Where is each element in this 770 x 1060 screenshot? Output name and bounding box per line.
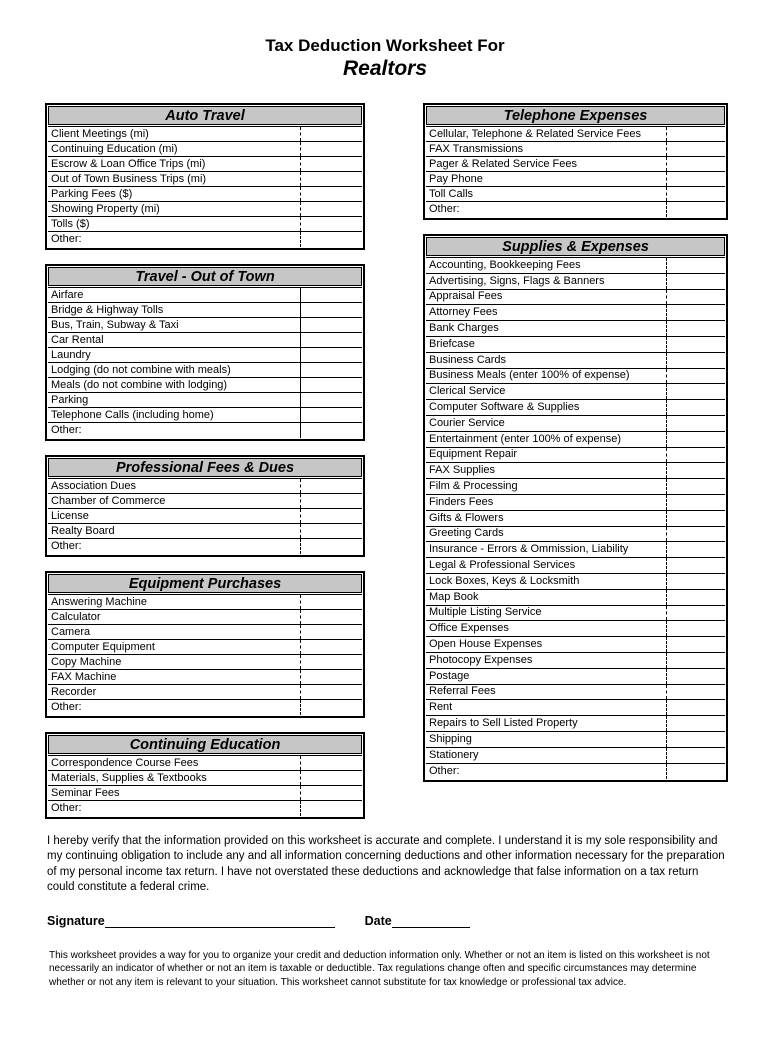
amount-field[interactable]: [300, 127, 362, 141]
table-row: [426, 416, 725, 432]
table-row: [426, 172, 725, 187]
table-row: [426, 142, 725, 157]
expense-item-label: Shipping: [429, 732, 472, 745]
table-row: [48, 610, 362, 625]
table-row: [48, 670, 362, 685]
table-row: [48, 756, 362, 771]
table-row: [426, 369, 725, 385]
amount-field[interactable]: [666, 716, 725, 731]
amount-field[interactable]: [666, 463, 725, 478]
table-row: [426, 157, 725, 172]
expense-item-label: Other:: [51, 424, 82, 436]
expense-item-label: Bus, Train, Subway & Taxi: [51, 318, 179, 331]
amount-field[interactable]: [666, 700, 725, 715]
amount-field[interactable]: [666, 685, 725, 700]
table-row: [426, 764, 725, 780]
amount-field[interactable]: [666, 669, 725, 684]
amount-field[interactable]: [300, 479, 362, 493]
amount-field[interactable]: [300, 378, 362, 392]
expense-item-label: Advertising, Signs, Flags & Banners: [429, 274, 605, 287]
amount-field[interactable]: [666, 142, 725, 156]
table-row: [48, 288, 362, 303]
table-row: [48, 700, 362, 715]
page-subtitle: Realtors: [342, 57, 428, 80]
amount-field[interactable]: [300, 232, 362, 247]
expense-item-label: Computer Software & Supplies: [429, 401, 580, 414]
expense-item-label: Meals (do not combine with lodging): [51, 378, 228, 391]
table-row: [48, 393, 362, 408]
amount-field[interactable]: [666, 574, 725, 589]
expense-item-label: Attorney Fees: [429, 306, 498, 319]
amount-field[interactable]: [300, 801, 362, 816]
expense-item-label: FAX Machine: [51, 670, 117, 683]
expense-item-label: Repairs to Sell Listed Property: [429, 717, 578, 729]
table-row: [426, 590, 725, 606]
table-auto-travel: [45, 103, 365, 250]
amount-field[interactable]: [666, 621, 725, 636]
expense-item-label: Seminar Fees: [51, 786, 120, 799]
table-row: [48, 157, 362, 172]
amount-field[interactable]: [300, 187, 362, 201]
amount-field[interactable]: [300, 494, 362, 508]
amount-field[interactable]: [300, 771, 362, 785]
amount-field[interactable]: [300, 423, 362, 438]
table-row: [426, 187, 725, 202]
expense-item-label: Stationery: [429, 748, 479, 761]
table-row: [426, 653, 725, 669]
amount-field[interactable]: [666, 764, 725, 780]
expense-item-label: Other:: [429, 203, 460, 215]
expense-item-label: Parking Fees ($): [51, 187, 133, 200]
date-line[interactable]: [392, 915, 470, 928]
amount-field[interactable]: [300, 363, 362, 377]
worksheet-columns: [45, 103, 728, 819]
expense-item-label: Other:: [51, 540, 82, 552]
table-row: [426, 400, 725, 416]
table-title: Professional Fees & Dues: [48, 458, 362, 477]
amount-field[interactable]: [300, 655, 362, 669]
expense-item-label: Materials, Supplies & Textbooks: [51, 771, 207, 784]
amount-field[interactable]: [666, 384, 725, 399]
table-row: [48, 771, 362, 786]
expense-item-label: Chamber of Commerce: [51, 494, 166, 507]
amount-field[interactable]: [666, 369, 725, 384]
amount-field[interactable]: [666, 558, 725, 573]
expense-item-label: Finders Fees: [429, 495, 494, 508]
amount-field[interactable]: [300, 408, 362, 422]
table-row: [48, 378, 362, 393]
amount-field[interactable]: [300, 303, 362, 317]
expense-item-label: Toll Calls: [429, 187, 474, 200]
table-row: [48, 801, 362, 816]
amount-field[interactable]: [300, 539, 362, 554]
table-equipment-purchases: [45, 571, 365, 718]
expense-item-label: Car Rental: [51, 333, 104, 346]
table-row: [426, 432, 725, 448]
expense-item-label: Courier Service: [429, 416, 505, 429]
amount-field[interactable]: [300, 509, 362, 523]
amount-field[interactable]: [300, 348, 362, 362]
table-row: [426, 337, 725, 353]
amount-field[interactable]: [300, 333, 362, 347]
amount-field[interactable]: [666, 321, 725, 336]
table-rows: [48, 594, 362, 715]
amount-field[interactable]: [300, 157, 362, 171]
expense-item-label: Gifts & Flowers: [429, 511, 504, 524]
amount-field[interactable]: [666, 202, 725, 217]
expense-item-label: Entertainment (enter 100% of expense): [429, 432, 622, 445]
amount-field[interactable]: [666, 172, 725, 186]
table-row: [48, 172, 362, 187]
amount-field[interactable]: [300, 142, 362, 156]
expense-item-label: Postage: [429, 669, 470, 682]
expense-item-label: Insurance - Errors & Ommission, Liability: [429, 543, 629, 556]
table-row: [426, 305, 725, 321]
disclaimer-text: This worksheet provides a way for you to organize your credit and deduction information only. Whether or not an item is listed on this worksheet is not necessarily an indicator of whether or not an item is taxable or deductible. Tax regulations change often and specific circumstances may determine whether or not any item is relevant to your situation. This worksheet cannot substitute for tax knowledge or professional tax advice.: [49, 949, 710, 988]
table-row: [426, 258, 725, 274]
table-row: [48, 479, 362, 494]
table-row: [48, 303, 362, 318]
expense-item-label: Office Expenses: [429, 622, 509, 635]
amount-field[interactable]: [666, 258, 725, 273]
table-row: [426, 527, 725, 543]
expense-item-label: Copy Machine: [51, 655, 122, 668]
table-row: [48, 217, 362, 232]
expense-item-label: Photocopy Expenses: [429, 653, 533, 666]
table-row: [48, 509, 362, 524]
amount-field[interactable]: [666, 527, 725, 542]
table-row: [426, 621, 725, 637]
expense-item-label: Other:: [51, 701, 82, 713]
table-telephone-expenses: [423, 103, 728, 220]
amount-field[interactable]: [666, 127, 725, 141]
expense-item-label: Correspondence Course Fees: [51, 756, 199, 769]
table-row: [426, 637, 725, 653]
expense-item-label: Computer Equipment: [51, 640, 155, 653]
table-row: [426, 669, 725, 685]
amount-field[interactable]: [300, 700, 362, 715]
table-row: [48, 187, 362, 202]
table-row: [48, 494, 362, 509]
table-row: [426, 495, 725, 511]
table-row: [48, 318, 362, 333]
table-row: [48, 595, 362, 610]
amount-field[interactable]: [300, 685, 362, 699]
table-row: [426, 606, 725, 622]
amount-field[interactable]: [300, 640, 362, 654]
expense-item-label: Accounting, Bookkeeping Fees: [429, 258, 581, 271]
table-row: [48, 408, 362, 423]
table-row: [426, 700, 725, 716]
amount-field[interactable]: [666, 400, 725, 415]
expense-item-label: Realty Board: [51, 524, 115, 537]
signature-label: Signature: [47, 913, 105, 928]
table-professional-fees-dues: [45, 455, 365, 557]
amount-field[interactable]: [666, 353, 725, 368]
expense-item-label: Rent: [429, 701, 453, 714]
table-rows: [426, 257, 725, 779]
amount-field[interactable]: [300, 756, 362, 770]
signature-row: [47, 912, 770, 928]
expense-item-label: Briefcase: [429, 337, 475, 350]
amount-field[interactable]: [666, 732, 725, 747]
table-title: Equipment Purchases: [48, 574, 362, 593]
table-row: [48, 655, 362, 670]
expense-item-label: Pay Phone: [429, 172, 483, 185]
amount-field[interactable]: [666, 305, 725, 320]
expense-item-label: Other:: [429, 764, 460, 777]
table-row: [426, 732, 725, 748]
expense-item-label: Other:: [51, 233, 82, 245]
expense-item-label: Answering Machine: [51, 595, 147, 608]
table-row: [48, 202, 362, 217]
amount-field[interactable]: [666, 542, 725, 557]
table-row: [426, 574, 725, 590]
table-title: Continuing Education: [48, 735, 362, 754]
amount-field[interactable]: [666, 653, 725, 668]
table-row: [426, 479, 725, 495]
left-column: [45, 103, 365, 819]
table-row: [48, 539, 362, 554]
amount-field[interactable]: [300, 625, 362, 639]
table-row: [48, 142, 362, 157]
amount-field[interactable]: [666, 448, 725, 463]
amount-field[interactable]: [300, 595, 362, 609]
table-row: [426, 202, 725, 217]
expense-item-label: Airfare: [51, 288, 84, 301]
amount-field[interactable]: [300, 786, 362, 800]
table-rows: [426, 126, 725, 217]
expense-item-label: Calculator: [51, 610, 101, 623]
amount-field[interactable]: [666, 187, 725, 201]
expense-item-label: Showing Property (mi): [51, 202, 160, 215]
expense-item-label: Open House Expenses: [429, 638, 543, 651]
amount-field[interactable]: [666, 511, 725, 526]
table-rows: [48, 287, 362, 438]
expense-item-label: Tolls ($): [51, 217, 90, 230]
amount-field[interactable]: [666, 590, 725, 605]
table-rows: [48, 755, 362, 816]
table-row: [48, 423, 362, 438]
amount-field[interactable]: [300, 318, 362, 332]
expense-item-label: License: [51, 509, 89, 522]
table-row: [48, 786, 362, 801]
amount-field[interactable]: [666, 748, 725, 763]
amount-field[interactable]: [666, 606, 725, 621]
verification-statement: I hereby verify that the information provided on this worksheet is accurate and complete. I understand it is my sole responsibility and my continuing obligation to include any and all information concerning deductions and other information necessary for the preparation of my personal income tax return. I have not overstated these deductions and acknowledge that false information on a tax return could constitute a federal crime.: [47, 835, 725, 894]
table-title: Supplies & Expenses: [426, 237, 725, 256]
table-row: [48, 524, 362, 539]
expense-item-label: Camera: [51, 625, 91, 638]
amount-field[interactable]: [666, 495, 725, 510]
table-title: Auto Travel: [48, 106, 362, 125]
table-row: [426, 558, 725, 574]
expense-item-label: Pager & Related Service Fees: [429, 157, 577, 170]
amount-field[interactable]: [300, 610, 362, 624]
expense-item-label: Cellular, Telephone & Related Service Fees: [429, 127, 641, 140]
signature-line[interactable]: [105, 915, 335, 928]
expense-item-label: Equipment Repair: [429, 448, 518, 461]
amount-field[interactable]: [666, 337, 725, 352]
expense-item-label: Clerical Service: [429, 385, 506, 398]
amount-field[interactable]: [666, 274, 725, 289]
amount-field[interactable]: [300, 172, 362, 186]
expense-item-label: Laundry: [51, 348, 91, 361]
table-row: [426, 353, 725, 369]
table-row: [426, 274, 725, 290]
amount-field[interactable]: [300, 217, 362, 231]
table-title: Travel - Out of Town: [48, 267, 362, 286]
expense-item-label: Appraisal Fees: [429, 290, 503, 303]
amount-field[interactable]: [300, 202, 362, 216]
expense-item-label: Lodging (do not combine with meals): [51, 363, 231, 376]
table-row: [426, 463, 725, 479]
table-row: [426, 290, 725, 306]
amount-field[interactable]: [666, 432, 725, 447]
table-title: Telephone Expenses: [426, 106, 725, 125]
amount-field[interactable]: [666, 416, 725, 431]
amount-field[interactable]: [300, 288, 362, 302]
expense-item-label: Bridge & Highway Tolls: [51, 303, 164, 316]
table-row: [426, 321, 725, 337]
right-column: [423, 103, 728, 819]
table-row: [48, 640, 362, 655]
expense-item-label: Out of Town Business Trips (mi): [51, 172, 207, 185]
expense-item-label: FAX Transmissions: [429, 142, 524, 155]
amount-field[interactable]: [666, 157, 725, 171]
expense-item-label: Map Book: [429, 590, 479, 603]
expense-item-label: Greeting Cards: [429, 527, 504, 540]
expense-item-label: Legal & Professional Services: [429, 559, 576, 572]
table-row: [48, 625, 362, 640]
table-row: [426, 384, 725, 400]
expense-item-label: Association Dues: [51, 479, 136, 492]
amount-field[interactable]: [666, 479, 725, 494]
table-continuing-education: [45, 732, 365, 819]
amount-field[interactable]: [300, 393, 362, 407]
expense-item-label: Continuing Education (mi): [51, 142, 178, 155]
table-row: [48, 685, 362, 700]
table-row: [426, 542, 725, 558]
table-row: [426, 716, 725, 732]
table-supplies-expenses: [423, 234, 728, 782]
expense-item-label: Business Cards: [429, 353, 507, 366]
table-row: [426, 511, 725, 527]
table-row: [48, 232, 362, 247]
table-row: [426, 127, 725, 142]
table-row: [48, 333, 362, 348]
table-row: [426, 448, 725, 464]
table-rows: [48, 478, 362, 554]
page-title: Tax Deduction Worksheet For: [265, 36, 505, 55]
expense-item-label: FAX Supplies: [429, 464, 496, 477]
table-row: [426, 685, 725, 701]
expense-item-label: Client Meetings (mi): [51, 127, 149, 140]
table-row: [426, 748, 725, 764]
expense-item-label: Recorder: [51, 685, 97, 698]
expense-item-label: Bank Charges: [429, 322, 499, 335]
expense-item-label: Telephone Calls (including home): [51, 408, 214, 421]
table-row: [48, 127, 362, 142]
expense-item-label: Other:: [51, 802, 82, 814]
table-rows: [48, 126, 362, 247]
amount-field[interactable]: [666, 290, 725, 305]
table-row: [48, 348, 362, 363]
amount-field[interactable]: [300, 524, 362, 538]
amount-field[interactable]: [300, 670, 362, 684]
expense-item-label: Escrow & Loan Office Trips (mi): [51, 157, 206, 170]
expense-item-label: Business Meals (enter 100% of expense): [429, 369, 630, 382]
expense-item-label: Referral Fees: [429, 685, 496, 698]
expense-item-label: Parking: [51, 393, 89, 406]
date-label: Date: [364, 913, 392, 928]
amount-field[interactable]: [666, 637, 725, 652]
expense-item-label: Film & Processing: [429, 480, 518, 493]
expense-item-label: Multiple Listing Service: [429, 606, 542, 619]
table-row: [48, 363, 362, 378]
expense-item-label: Lock Boxes, Keys & Locksmith: [429, 574, 580, 587]
table-travel-out-of-town: [45, 264, 365, 441]
